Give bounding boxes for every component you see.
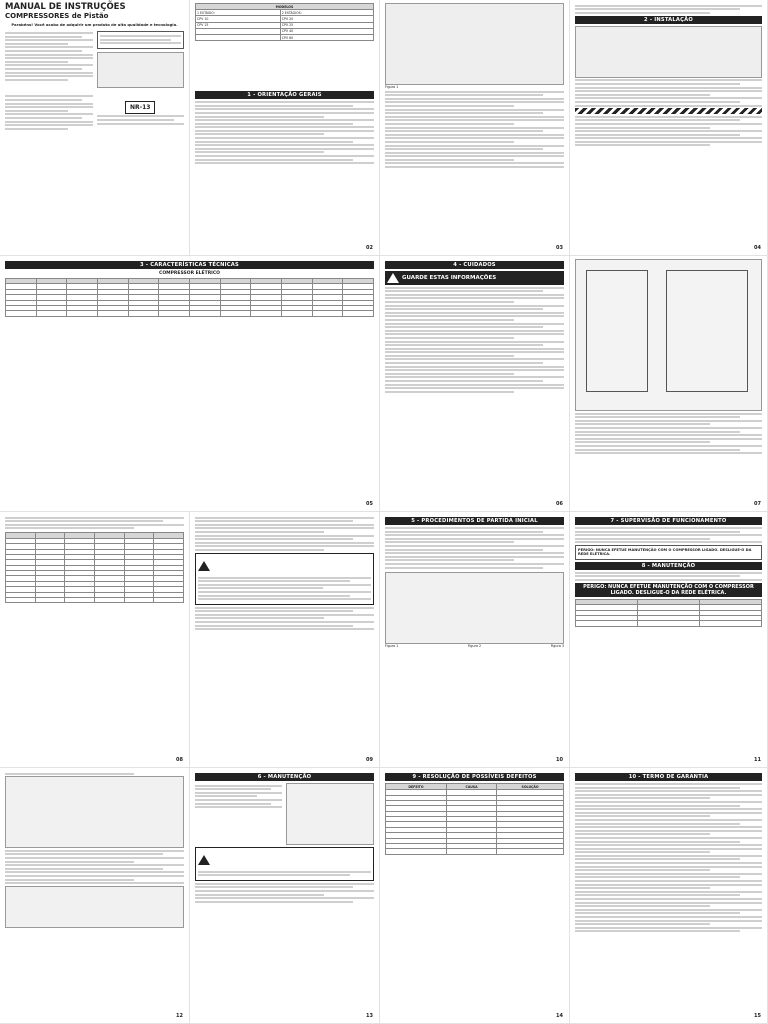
page-number: 02 [366, 245, 373, 251]
page-14 [190, 768, 380, 1024]
figure-label: Figura 1 [385, 643, 399, 648]
warning-stripe [575, 108, 762, 114]
section-1-header: 1 - ORIENTAÇÃO GERAIS [195, 91, 374, 99]
page-cover [0, 0, 190, 256]
section-8-header: 8 - MANUTENÇÃO [575, 562, 762, 570]
installation-image [575, 26, 762, 78]
guarde-banner [385, 271, 564, 285]
troubleshoot-table [385, 783, 564, 855]
section-7-header: 7 - SUPERVISÃO DE FUNCIONAMENTO [575, 517, 762, 525]
page-04 [570, 0, 768, 256]
cover-bottom [5, 94, 184, 132]
col-cause: CAUSA [446, 784, 496, 790]
page-number: 09 [366, 757, 373, 763]
page-number: 12 [176, 1013, 183, 1019]
guarde-text: GUARDE ESTAS INFORMAÇÕES [402, 275, 497, 281]
figure-label: Figura 1 [385, 85, 399, 89]
caution-box [195, 847, 374, 881]
page-10 [190, 512, 380, 768]
section-9-header: 9 - RESOLUÇÃO DE POSSÍVEIS DEFEITOS [385, 773, 564, 781]
page-13 [0, 768, 190, 1024]
cable-table [5, 532, 184, 603]
manual-title: MANUAL DE INSTRUÇÕES [5, 2, 126, 12]
models-header: MODELOS [196, 4, 374, 10]
page-number: 13 [366, 1013, 373, 1019]
page-11 [380, 512, 570, 768]
page-02 [190, 0, 380, 256]
model-cell: CPV 10 [196, 16, 281, 22]
caution-box [195, 553, 374, 605]
page-08 [570, 256, 768, 512]
manual-subtitle: COMPRESSORES de Pistão [5, 12, 109, 20]
page-07 [380, 256, 570, 512]
model-cell: CPV 25 [280, 22, 373, 28]
page-number: 14 [556, 1013, 563, 1019]
page-number: 06 [556, 501, 563, 507]
startup-diagram [385, 572, 564, 644]
col-defect: DEFEITO [386, 784, 447, 790]
model-cell: CPV 20 [280, 16, 373, 22]
warning-icon [198, 855, 210, 865]
page-15 [380, 768, 570, 1024]
model-cell: CPV 40 [280, 28, 373, 34]
stage1-label: 1 ESTÁGIO: [196, 10, 281, 16]
figure-label: Figura 3 [550, 643, 564, 648]
section-6-header: 6 - MANUTENÇÃO [195, 773, 374, 781]
col-solution: SOLUÇÃO [497, 784, 564, 790]
page-number: 08 [176, 757, 183, 763]
belt-diagram [5, 776, 184, 848]
section-5-header: 5 - PROCEDIMENTOS DE PARTIDA INICIAL [385, 517, 564, 525]
stage2-label: 2 ESTÁGIOS: [280, 10, 373, 16]
model-cell: CPV 15 [196, 22, 281, 28]
warning-icon [387, 273, 399, 283]
congrats-text: Parabéns! Você acaba de adquirir um produto de alta qualidade e tecnologia. [11, 22, 178, 27]
page-03 [380, 0, 570, 256]
cover-note-box [97, 31, 185, 49]
valve-diagram [286, 783, 375, 845]
compressor-image [97, 52, 185, 88]
page-16 [570, 768, 768, 1024]
page-number: 07 [754, 501, 761, 507]
page-number: 11 [754, 757, 761, 763]
model-cell: CPV 60 [280, 34, 373, 40]
compressor-diagram [385, 3, 564, 85]
warning-icon [198, 561, 210, 571]
page-number: 15 [754, 1013, 761, 1019]
section-4-header: 4 - CUIDADOS [385, 261, 564, 269]
section-3-header: 3 - CARACTERÍSTICAS TÉCNICAS [5, 261, 374, 269]
spec-table [5, 278, 374, 317]
maintenance-table [575, 599, 762, 627]
danger-note: PERIGO: NUNCA EFETUE MANUTENÇÃO COM O COMPRESSOR LIGADO. DESLIGUE-O DA REDE ELÉTRICA. [575, 545, 762, 560]
models-table [195, 3, 374, 41]
section-2-header: 2 - INSTALAÇÃO [575, 16, 762, 24]
page-number: 10 [556, 757, 563, 763]
maintenance-warning: PERIGO: NUNCA EFETUE MANUTENÇÃO COM O COMPRESSOR LIGADO. DESLIGUE-O DA REDE ELÉTRICA. [575, 583, 762, 597]
page-05 [0, 256, 380, 512]
wiring-diagram [575, 259, 762, 411]
page-number: 03 [556, 245, 563, 251]
spec-table-title: COMPRESSOR ELÉTRICO [159, 271, 220, 276]
cover-columns [5, 31, 184, 91]
nr13-badge: NR-13 [125, 101, 155, 114]
figure-label: Figura 2 [467, 643, 482, 648]
section-10-header: 10 - TERMO DE GARANTIA [575, 773, 762, 781]
page-number: 04 [754, 245, 761, 251]
page-09 [0, 512, 190, 768]
filter-diagram [5, 886, 184, 928]
page-12 [570, 512, 768, 768]
page-number: 05 [366, 501, 373, 507]
